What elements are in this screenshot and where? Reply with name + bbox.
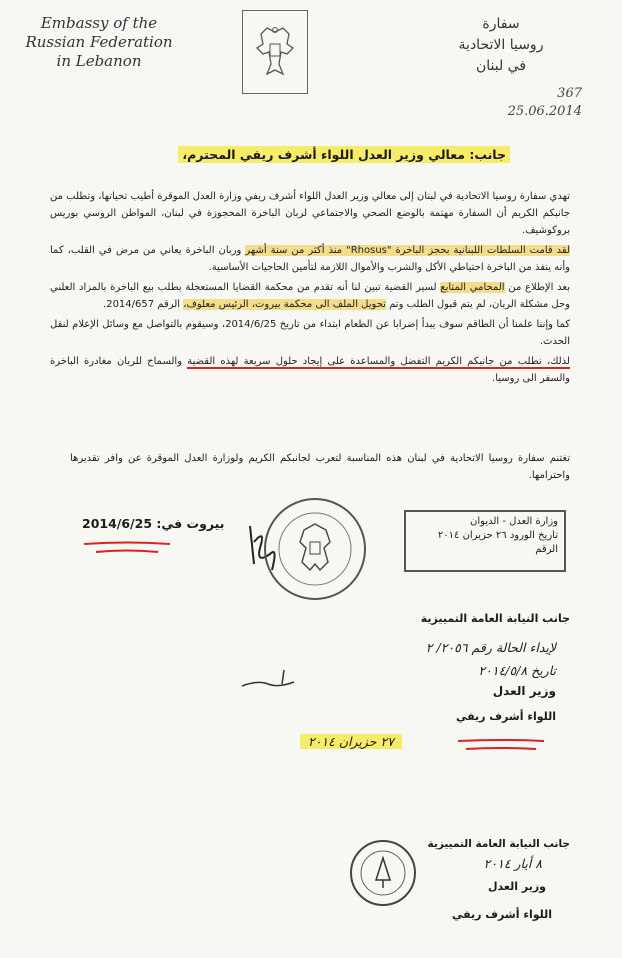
stamp-date-row: [412, 529, 558, 543]
note1-handwritten: [426, 636, 556, 682]
note2-minister: وزير العدل: [488, 880, 546, 893]
paragraph-1: تهدي سفارة روسيا الاتحادية في لبنان إلى معالي وزير العدل اللواء أشرف ريفي وزارة العدل الموقرة أطيب تحياتها، وتطلب من جانبكم الكريم أن السفارة مهتمة بالوضع الصحي والاجتماعي لربان الباخرة المحجوزة في لبنان، المواطن الروسي بوريس بروكوشيف.: [50, 191, 570, 236]
letterhead-arabic: [416, 14, 586, 77]
note2-general: اللواء أشرف ريفي: [451, 908, 552, 921]
letter-body: [50, 188, 570, 390]
double-headed-eagle-crest-icon: [242, 10, 308, 94]
note1-general: اللواء أشرف ريفي: [455, 710, 556, 723]
paragraph-5-rest: والسماح للربان مغادرة الباخرة والسفر الى روسيا.: [50, 356, 570, 384]
note1-line1: لإيداء الحالة رقم ٢٠٥٦/ ٢: [425, 640, 556, 655]
letterhead-english: [14, 14, 184, 71]
request-underlined: لذلك، نطلب من جانبكم الكريم التفضل والمساعدة على إيجاد حلول سريعة لهذه القضية: [187, 356, 570, 367]
note2-date: ٨ أيار ٢٠١٤: [483, 856, 542, 871]
paragraph-3-end: الرقم 2014/657.: [103, 299, 181, 310]
stamp-number-label: الرقم: [535, 544, 558, 555]
letterhead-en-line1: Embassy of the: [40, 14, 158, 32]
stamp-title: وزارة العدل - الديوان: [470, 516, 558, 527]
paragraph-3: [50, 279, 570, 313]
embassy-seal-icon: [260, 494, 370, 604]
letterhead-ar-line2: روسيا الاتحادية: [458, 37, 544, 53]
stamp-date-value: ٢٦ حزيران ٢٠١٤: [437, 530, 507, 541]
stamp-date-label: تاريخ الورود: [509, 530, 558, 541]
closing-paragraph: تغتنم سفارة روسيا الاتحادية في لبنان هذه المناسبة لتعرب لجانبكم الكريم ولوزارة العدل الموقرة عن وافر تقديرها واحترامها.: [70, 453, 570, 481]
reference-date: 25.06.2014: [507, 104, 582, 119]
paragraph-4: كما وإننا علمنا أن الطاقم سوف يبدأ إضرابا عن الطعام ابتداء من تاريخ 2014/6/25، وسيقوم بالتواصل مع وسائل الإعلام لنقل الحدث.: [50, 319, 571, 347]
note1-signature-icon: [238, 664, 298, 694]
paragraph-2-rest: وربان الباخرة يعاني من مرض في القلب، كما وأنه ينفذ من الباخرة احتياطي الأكل والشرب والأموال اللازمة لتأمين الحاجيات الأساسية.: [50, 245, 570, 273]
reference-number: 367: [557, 86, 582, 101]
note1-red-underline: [456, 736, 546, 754]
paragraph-2: [50, 242, 570, 276]
note1-date-highlight: ٢٧ حزيران ٢٠١٤: [300, 734, 402, 749]
paragraph-5: [50, 353, 570, 387]
stamp-number-row: [412, 543, 558, 557]
place-date: بيروت في: 2014/6/25: [82, 516, 225, 531]
paragraph-3-mid: لسير القضية تبين لنا أنه تقدم من محكمة القضايا المستعجلة بطلب بيع الباخرة بالمزاد العلني وحل مشكلة الربان، لم يتم قبول الطلب وتم: [50, 282, 570, 310]
note1-heading: جانب النيابة العامة التمييزية: [420, 612, 570, 625]
registry-stamp: [404, 510, 566, 572]
letterhead-en-line3: in Lebanon: [56, 52, 142, 70]
justice-ministry-seal-icon: [348, 838, 418, 908]
paragraph-3-start: بعد الإطلاع من: [508, 282, 570, 293]
note1-line2: تاريخ ٢٠١٤/٥/٨: [478, 663, 556, 678]
letterhead-en-line2: Russian Federation: [25, 33, 173, 51]
letterhead-ar-line3: في لبنان: [475, 58, 527, 74]
letterhead-ar-line1: سفارة: [482, 16, 520, 32]
rhosus-highlight: لقد قامت السلطات اللبنانية بحجز الباخرة "Rhosus" منذ أكثر من سنة أشهر: [245, 245, 571, 256]
note2-heading: جانب النيابة العامة التمييزية: [427, 838, 570, 850]
lawyer-highlight: المحامي المتابع: [440, 282, 505, 293]
note1-minister: وزير العدل: [492, 684, 556, 698]
red-double-underline: [82, 540, 172, 556]
addressee-line: جانب: معالي وزير العدل اللواء أشرف ريفي المحترم،: [178, 146, 510, 163]
transfer-highlight: تحويل الملف الى محكمة بيروت، الرئيس معلوف،: [183, 299, 386, 310]
